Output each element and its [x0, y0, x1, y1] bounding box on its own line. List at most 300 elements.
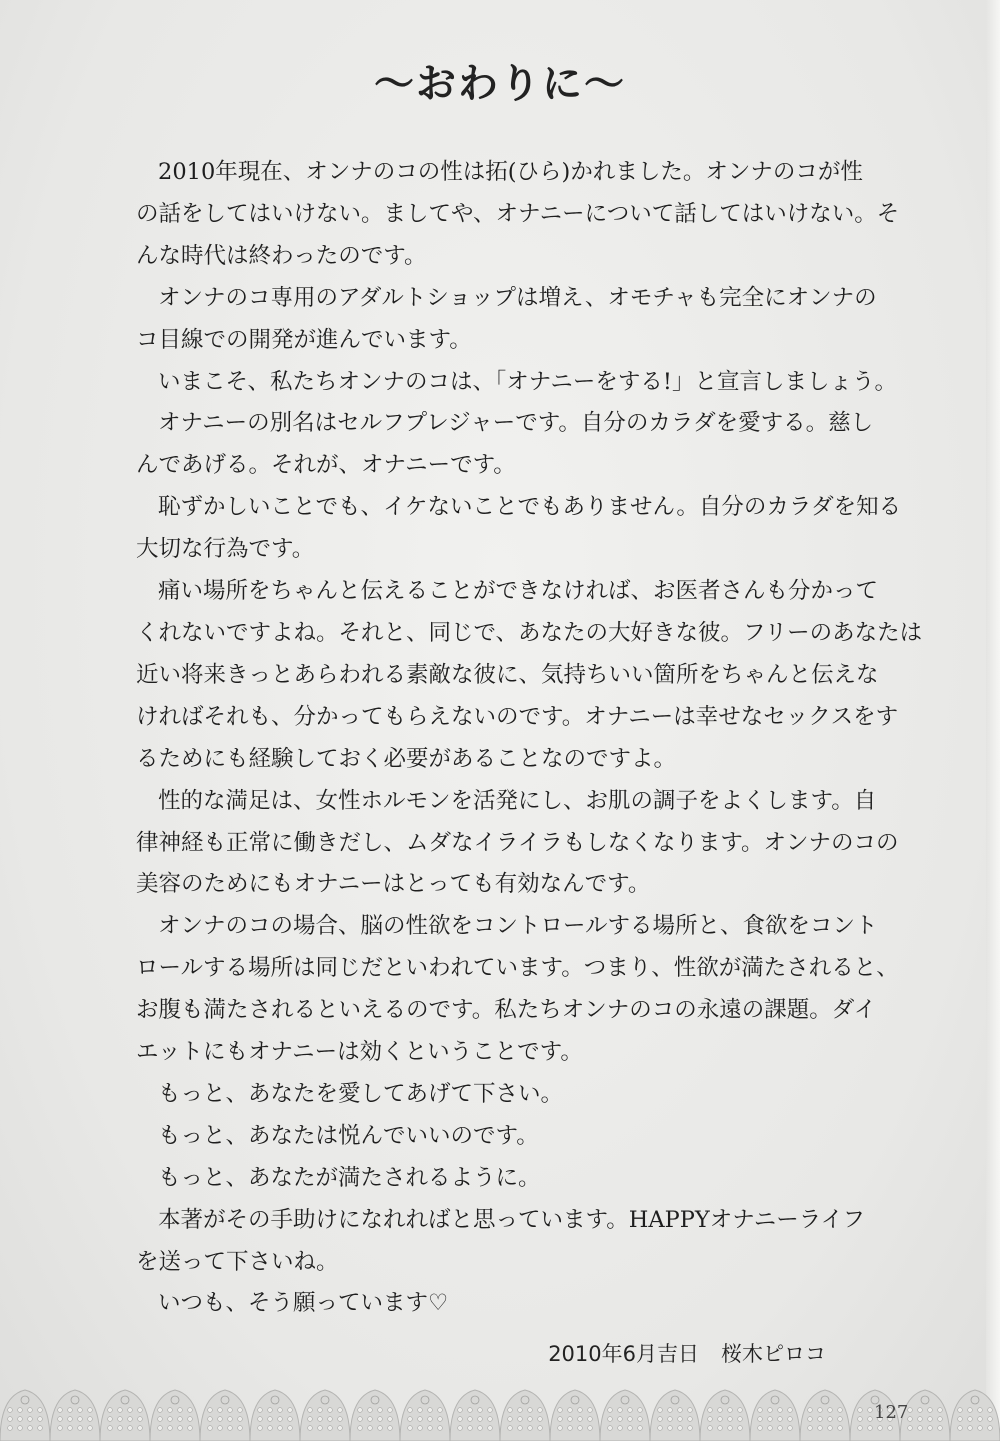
lace-dot [418, 1426, 423, 1431]
lace-dot [778, 1408, 783, 1413]
lace-dot [458, 1417, 463, 1422]
lace-dot [728, 1417, 733, 1422]
lace-dot [518, 1408, 523, 1413]
lace-dot [358, 1408, 363, 1413]
lace-dot [338, 1426, 343, 1431]
lace-dot [128, 1417, 133, 1422]
text-line: もっと、あなたを愛してあげて下さい。 [158, 1080, 564, 1107]
lace-dot [428, 1417, 433, 1422]
lace-dot [938, 1408, 943, 1413]
lace-dot [428, 1426, 433, 1431]
lace-dot [718, 1417, 723, 1422]
lace-dot [158, 1417, 163, 1422]
lace-dot [508, 1417, 513, 1422]
lace-arch [350, 1390, 400, 1441]
lace-dot [268, 1426, 273, 1431]
lace-dot [158, 1408, 163, 1413]
lace-dot [168, 1426, 173, 1431]
text-line: んであげる。それが、オナニーです。 [136, 452, 516, 479]
lace-dot [238, 1426, 243, 1431]
lace-dot [258, 1417, 263, 1422]
lace-dot [968, 1408, 973, 1413]
text-line: 本著がその手助けになれればと思っています。HAPPYオナニーライフ [158, 1206, 865, 1233]
lace-dot [728, 1426, 733, 1431]
lace-arch [250, 1390, 300, 1441]
lace-dot [338, 1417, 343, 1422]
text-line: 美容のためにもオナニーはとっても有効なんです。 [136, 871, 651, 898]
lace-dot [658, 1426, 663, 1431]
lace-dot [328, 1426, 333, 1431]
lace-dot [638, 1408, 643, 1413]
lace-dot [128, 1426, 133, 1431]
lace-dot [18, 1417, 23, 1422]
lace-dot [538, 1417, 543, 1422]
lace-dot [178, 1417, 183, 1422]
lace-dot [978, 1417, 983, 1422]
paragraph [158, 1116, 838, 1158]
lace-arch [650, 1390, 700, 1441]
lace-dot [818, 1426, 823, 1431]
body-text [136, 152, 923, 1325]
lace-arch [500, 1390, 550, 1441]
lace-dot [368, 1417, 373, 1422]
lace-arch [450, 1390, 500, 1441]
lace-dot [718, 1426, 723, 1431]
lace-dot [978, 1408, 983, 1413]
lace-dot [808, 1417, 813, 1422]
lace-dot [368, 1426, 373, 1431]
lace-dot [928, 1417, 933, 1422]
lace-dot [708, 1408, 713, 1413]
lace-dot [268, 1408, 273, 1413]
lace-dot [8, 1408, 13, 1413]
lace-dot [768, 1408, 773, 1413]
lace-dot [68, 1426, 73, 1431]
lace-dot [478, 1408, 483, 1413]
paragraph [136, 403, 874, 487]
lace-dot [818, 1408, 823, 1413]
lace-dot [188, 1417, 193, 1422]
lace-arch [400, 1390, 450, 1441]
lace-dot [408, 1426, 413, 1431]
lace-dot [658, 1408, 663, 1413]
text-line: ければそれも、分かってもらえないのです。オナニーは幸せなセックスをす [136, 703, 899, 730]
lace-dot [738, 1426, 743, 1431]
lace-dot [538, 1408, 543, 1413]
lace-dot [718, 1408, 723, 1413]
lace-dot [958, 1417, 963, 1422]
text-line: もっと、あなたが満たされるように。 [158, 1164, 541, 1191]
lace-dot [678, 1417, 683, 1422]
lace-dot [578, 1408, 583, 1413]
lace-dot [78, 1417, 83, 1422]
lace-arch [700, 1390, 750, 1441]
lace-dot [758, 1417, 763, 1422]
lace-dot [828, 1426, 833, 1431]
lace-dot [438, 1426, 443, 1431]
lace-dot [958, 1408, 963, 1413]
lace-dot [668, 1426, 673, 1431]
lace-dot [258, 1426, 263, 1431]
lace-dot [138, 1408, 143, 1413]
lace-dot [208, 1426, 213, 1431]
lace-dot [788, 1408, 793, 1413]
text-line: を送って下さいね。 [136, 1248, 339, 1275]
lace-dot [208, 1408, 213, 1413]
paragraph [136, 152, 900, 278]
lace-dot [178, 1408, 183, 1413]
lace-dot [378, 1408, 383, 1413]
lace-dot [588, 1408, 593, 1413]
lace-dot [508, 1426, 513, 1431]
lace-dot [678, 1408, 683, 1413]
lace-dot [88, 1408, 93, 1413]
lace-dot [108, 1417, 113, 1422]
lace-dot [958, 1426, 963, 1431]
lace-dot [868, 1408, 873, 1413]
signature [548, 1338, 826, 1368]
lace-dot [328, 1408, 333, 1413]
lace-dot [128, 1408, 133, 1413]
lace-dot [468, 1408, 473, 1413]
lace-dot [308, 1408, 313, 1413]
text-line: オンナのコの場合、脳の性欲をコントロールする場所と、食欲をコント [158, 913, 878, 940]
lace-dot [808, 1426, 813, 1431]
lace-dot [768, 1426, 773, 1431]
lace-dot [868, 1426, 873, 1431]
lace-arch [200, 1390, 250, 1441]
paragraph [136, 278, 877, 362]
lace-dot [528, 1426, 533, 1431]
lace-dot [408, 1408, 413, 1413]
lace-dot [618, 1417, 623, 1422]
lace-arch [100, 1390, 150, 1441]
lace-dot [218, 1417, 223, 1422]
text-line: の話をしてはいけない。ましてや、オナニーについて話してはいけない。そ [136, 200, 900, 227]
lace-dot [38, 1426, 43, 1431]
paragraph [136, 1200, 865, 1284]
lace-dot [68, 1408, 73, 1413]
lace-dot [388, 1408, 393, 1413]
text-line: 2010年現在、オンナのコの性は拓(ひら)かれました。オンナのコが性 [158, 159, 863, 185]
page-edge [986, 0, 1000, 1441]
lace-dot [288, 1417, 293, 1422]
lace-dot [308, 1426, 313, 1431]
lace-dot [708, 1426, 713, 1431]
lace-dot [818, 1417, 823, 1422]
lace-dot [838, 1417, 843, 1422]
lace-dot [138, 1417, 143, 1422]
signature-author: 桜木ピロコ [721, 1342, 826, 1366]
lace-dot [828, 1417, 833, 1422]
lace-dot [858, 1408, 863, 1413]
lace-dot [888, 1426, 893, 1431]
lace-dot [968, 1417, 973, 1422]
lace-dot [28, 1426, 33, 1431]
lace-dot [478, 1417, 483, 1422]
lace-dot [688, 1408, 693, 1413]
lace-dot [478, 1426, 483, 1431]
lace-dot [488, 1417, 493, 1422]
lace-dot [778, 1417, 783, 1422]
lace-dot [758, 1426, 763, 1431]
lace-dot [218, 1426, 223, 1431]
lace-dot [378, 1417, 383, 1422]
lace-dot [828, 1408, 833, 1413]
lace-dot [638, 1426, 643, 1431]
lace-arch [550, 1390, 600, 1441]
lace-dot [388, 1426, 393, 1431]
lace-dot [608, 1426, 613, 1431]
lace-dot [988, 1417, 993, 1422]
lace-dot [918, 1417, 923, 1422]
lace-dot [418, 1417, 423, 1422]
lace-dot [18, 1408, 23, 1413]
lace-dot [918, 1408, 923, 1413]
text-line: オナニーの別名はセルフプレジャーです。自分のカラダを愛する。慈し [158, 410, 874, 437]
text-line: 痛い場所をちゃんと伝えることができなければ、お医者さんも分かって [158, 578, 879, 605]
lace-dot [528, 1408, 533, 1413]
lace-dot [618, 1426, 623, 1431]
lace-dot [318, 1426, 323, 1431]
lace-dot [108, 1426, 113, 1431]
signature-date: 2010年6月吉日 [548, 1342, 699, 1366]
lace-dot [308, 1417, 313, 1422]
lace-dot [468, 1426, 473, 1431]
lace-dot [228, 1426, 233, 1431]
lace-dot [258, 1408, 263, 1413]
lace-arch [800, 1390, 850, 1441]
lace-arch [600, 1390, 650, 1441]
lace-dot [968, 1426, 973, 1431]
lace-dot [268, 1417, 273, 1422]
lace-dot [118, 1426, 123, 1431]
lace-dot [738, 1408, 743, 1413]
lace-dot [988, 1408, 993, 1413]
lace-dot [458, 1426, 463, 1431]
lace-dot [58, 1408, 63, 1413]
lace-dot [978, 1426, 983, 1431]
lace-dot [238, 1417, 243, 1422]
text-line: オンナのコ専用のアダルトショップは増え、オモチャも完全にオンナの [158, 284, 877, 311]
lace-dot [108, 1408, 113, 1413]
lace-dot [628, 1408, 633, 1413]
text-line: いまこそ、私たちオンナのコは、「オナニーをする!」と宣言しましょう。 [158, 368, 897, 395]
lace-dot [928, 1426, 933, 1431]
lace-dot [168, 1417, 173, 1422]
lace-dot [318, 1408, 323, 1413]
lace-dot [678, 1426, 683, 1431]
lace-dot [618, 1408, 623, 1413]
lace-dot [518, 1417, 523, 1422]
lace-dot [838, 1408, 843, 1413]
lace-dot [468, 1417, 473, 1422]
lace-dot [288, 1426, 293, 1431]
text-line: 恥ずかしいことでも、イケないことでもありません。自分のカラダを知る [158, 494, 902, 521]
lace-dot [758, 1408, 763, 1413]
lace-dot [488, 1408, 493, 1413]
lace-dot [208, 1417, 213, 1422]
lace-dot [138, 1426, 143, 1431]
lace-dot [628, 1426, 633, 1431]
lace-arch [300, 1390, 350, 1441]
text-line: 性的な満足は、女性ホルモンを活発にし、お肌の調子をよくします。自 [158, 787, 877, 814]
text-line: もっと、あなたは悦んでいいのです。 [158, 1122, 539, 1149]
lace-dot [578, 1417, 583, 1422]
lace-dot [768, 1417, 773, 1422]
lace-arch [750, 1390, 800, 1441]
lace-dot [578, 1426, 583, 1431]
text-line: くれないですよね。それと、同じで、あなたの大好きな彼。フリーのあなたは [136, 619, 923, 646]
lace-dot [568, 1426, 573, 1431]
lace-dot [858, 1426, 863, 1431]
lace-dot [428, 1408, 433, 1413]
text-line: ロールする場所は同じだといわれています。つまり、性欲が満たされると、 [136, 955, 899, 982]
paragraph [158, 1283, 838, 1325]
lace-dot [538, 1426, 543, 1431]
lace-dot [188, 1408, 193, 1413]
lace-dot [188, 1426, 193, 1431]
lace-dot [928, 1408, 933, 1413]
lace-dot [508, 1408, 513, 1413]
lace-dot [18, 1426, 23, 1431]
text-line: お腹も満たされるといえるのです。私たちオンナのコの永遠の課題。ダイ [136, 997, 877, 1024]
text-line: るためにも経験しておく必要があることなのですよ。 [136, 745, 677, 772]
lace-dot [78, 1408, 83, 1413]
lace-dot [568, 1408, 573, 1413]
lace-dot [458, 1408, 463, 1413]
lace-dot [558, 1417, 563, 1422]
lace-arch [50, 1390, 100, 1441]
lace-dot [588, 1417, 593, 1422]
lace-dot [938, 1417, 943, 1422]
lace-dot [878, 1426, 883, 1431]
lace-dot [708, 1417, 713, 1422]
text-line: 大切な行為です。 [136, 536, 315, 563]
lace-dot [408, 1417, 413, 1422]
paragraph [158, 362, 897, 404]
lace-dot [608, 1417, 613, 1422]
lace-dot [78, 1426, 83, 1431]
lace-dot [418, 1408, 423, 1413]
paragraph [136, 906, 899, 1074]
lace-dot [728, 1408, 733, 1413]
lace-dot [588, 1426, 593, 1431]
lace-dot [28, 1408, 33, 1413]
lace-dot [438, 1408, 443, 1413]
lace-dot [918, 1426, 923, 1431]
lace-dot [628, 1417, 633, 1422]
lace-dot [778, 1426, 783, 1431]
lace-dot [338, 1408, 343, 1413]
lace-dot [328, 1417, 333, 1422]
lace-dot [528, 1417, 533, 1422]
lace-dot [488, 1426, 493, 1431]
lace-dot [318, 1417, 323, 1422]
lace-dot [938, 1426, 943, 1431]
paragraph [136, 571, 923, 781]
lace-dot [518, 1426, 523, 1431]
page-title: 〜おわりに〜 [374, 60, 626, 107]
text-line: コ目線での開発が進んでいます。 [136, 326, 472, 353]
lace-arch [0, 1390, 50, 1441]
lace-dot [38, 1408, 43, 1413]
text-line: んな時代は終わったのです。 [136, 242, 427, 269]
page-number: 127 [874, 1402, 909, 1423]
text-line: エットにもオナニーは効くということです。 [136, 1039, 583, 1066]
lace-dot [118, 1408, 123, 1413]
lace-dot [638, 1417, 643, 1422]
lace-dot [868, 1417, 873, 1422]
lace-dot [738, 1417, 743, 1422]
lace-dot [158, 1426, 163, 1431]
lace-arch [150, 1390, 200, 1441]
lace-dot [38, 1417, 43, 1422]
text-line: いつも、そう願っています♡ [158, 1290, 449, 1317]
paragraph [136, 487, 902, 571]
lace-dot [368, 1408, 373, 1413]
lace-dot [238, 1408, 243, 1413]
lace-dot [228, 1417, 233, 1422]
lace-dot [908, 1426, 913, 1431]
lace-dot [228, 1408, 233, 1413]
lace-dot [278, 1417, 283, 1422]
lace-border-decoration [0, 1376, 1000, 1441]
lace-dot [388, 1417, 393, 1422]
lace-arch [950, 1390, 1000, 1441]
lace-dot [438, 1417, 443, 1422]
lace-dot [58, 1417, 63, 1422]
lace-dot [118, 1417, 123, 1422]
lace-dot [688, 1426, 693, 1431]
lace-dot [558, 1408, 563, 1413]
lace-dot [788, 1426, 793, 1431]
lace-dot [168, 1408, 173, 1413]
lace-dot [8, 1426, 13, 1431]
lace-dot [788, 1417, 793, 1422]
lace-dot [658, 1417, 663, 1422]
lace-dot [8, 1417, 13, 1422]
lace-dot [58, 1426, 63, 1431]
lace-dot [358, 1417, 363, 1422]
lace-dot [858, 1417, 863, 1422]
lace-dot [608, 1408, 613, 1413]
lace-dot [88, 1417, 93, 1422]
lace-dot [808, 1408, 813, 1413]
lace-dot [988, 1426, 993, 1431]
lace-dot [178, 1426, 183, 1431]
text-line: 律神経も正常に働きだし、ムダなイライラもしなくなります。オンナのコの [136, 829, 899, 856]
paragraph [158, 1158, 838, 1200]
lace-dot [288, 1408, 293, 1413]
lace-dot [218, 1408, 223, 1413]
lace-dot [668, 1408, 673, 1413]
text-line: 近い将来きっとあらわれる素敵な彼に、気持ちいい箇所をちゃんと伝えな [136, 661, 879, 688]
lace-dot [358, 1426, 363, 1431]
lace-dot [88, 1426, 93, 1431]
lace-dot [668, 1417, 673, 1422]
lace-dot [838, 1426, 843, 1431]
lace-dot [688, 1417, 693, 1422]
lace-dot [278, 1426, 283, 1431]
paragraph [158, 1074, 838, 1116]
lace-dot [378, 1426, 383, 1431]
lace-dot [28, 1417, 33, 1422]
lace-dot [278, 1408, 283, 1413]
paragraph [136, 781, 899, 907]
lace-dot [558, 1426, 563, 1431]
lace-dot [68, 1417, 73, 1422]
